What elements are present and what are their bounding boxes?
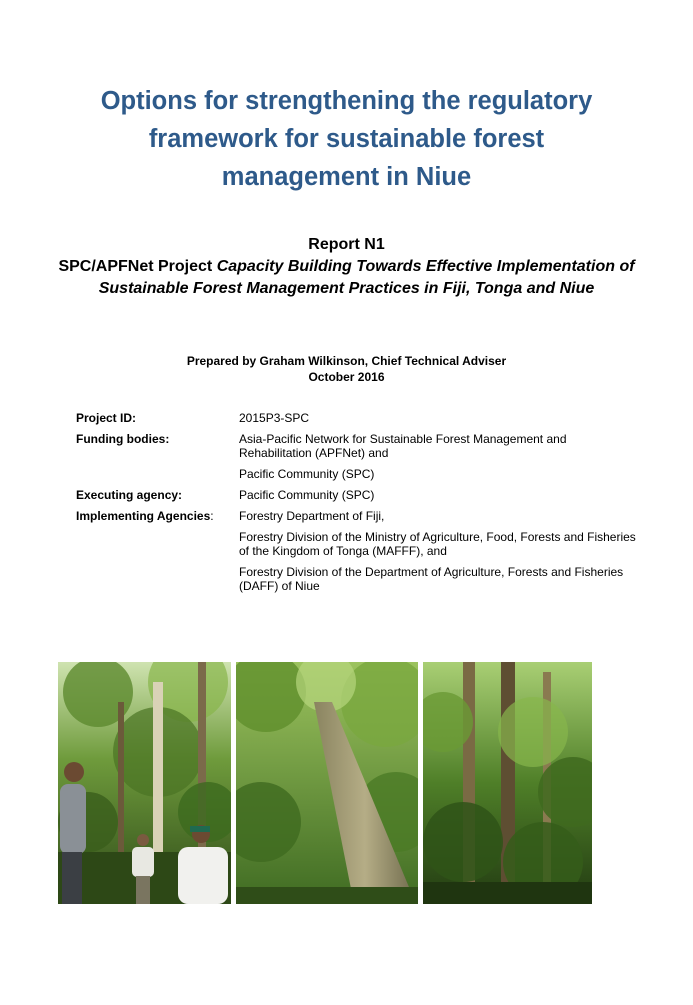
project-id-row	[76, 411, 636, 425]
implementing-value-3: Forestry Division of the Department of Agriculture, Forests and Fisheries (DAFF) of Niue	[239, 565, 624, 593]
funding-value-2: Pacific Community (SPC)	[239, 467, 375, 481]
implementing-value-1: Forestry Department of Fiji,	[239, 509, 385, 523]
photo-forest-people	[58, 662, 231, 904]
executing-value: Pacific Community (SPC)	[239, 488, 375, 502]
project-title	[30, 256, 663, 300]
title-line-1: Options for strengthening the regulatory	[100, 87, 593, 115]
project-id-label: Project ID:	[76, 411, 137, 425]
implementing-value-2: Forestry Division of the Ministry of Agriculture, Food, Forests and Fisheries of the Kingdom of Tonga (MAFFF), and	[239, 530, 636, 558]
implementing-label: Implementing Agencies	[76, 509, 211, 523]
funding-values	[239, 432, 636, 481]
funding-label: Funding bodies:	[76, 432, 170, 446]
executing-row	[76, 488, 636, 502]
project-details	[76, 411, 636, 600]
title-line-2: framework for sustainable forest	[148, 125, 545, 153]
prepared-date: October 2016	[308, 370, 385, 384]
executing-label: Executing agency:	[76, 488, 183, 502]
photo-dense-forest	[423, 662, 592, 904]
project-id-value: 2015P3-SPC	[239, 411, 310, 425]
funding-row	[76, 432, 636, 481]
report-heading	[30, 234, 663, 300]
document-title	[60, 82, 633, 196]
prepared-by	[30, 353, 663, 385]
funding-value-1: Asia-Pacific Network for Sustainable Forest Management and Rehabilitation (APFNet) and	[239, 432, 567, 460]
project-prefix: SPC/APFNet Project	[58, 258, 217, 275]
implementing-values	[239, 509, 636, 593]
implementing-colon: :	[210, 509, 214, 523]
report-number: Report N1	[308, 236, 385, 253]
project-title-italic: Capacity Building Towards Effective Implementation of Sustainable Forest Management Practices in Fiji, Tonga and Niue	[98, 258, 635, 297]
implementing-label-wrap	[76, 509, 239, 593]
title-line-3: management in Niue	[221, 163, 472, 191]
photo-tree-trunk	[236, 662, 418, 904]
implementing-row	[76, 509, 636, 593]
prepared-by-author: Prepared by Graham Wilkinson, Chief Technical Adviser	[186, 354, 507, 368]
